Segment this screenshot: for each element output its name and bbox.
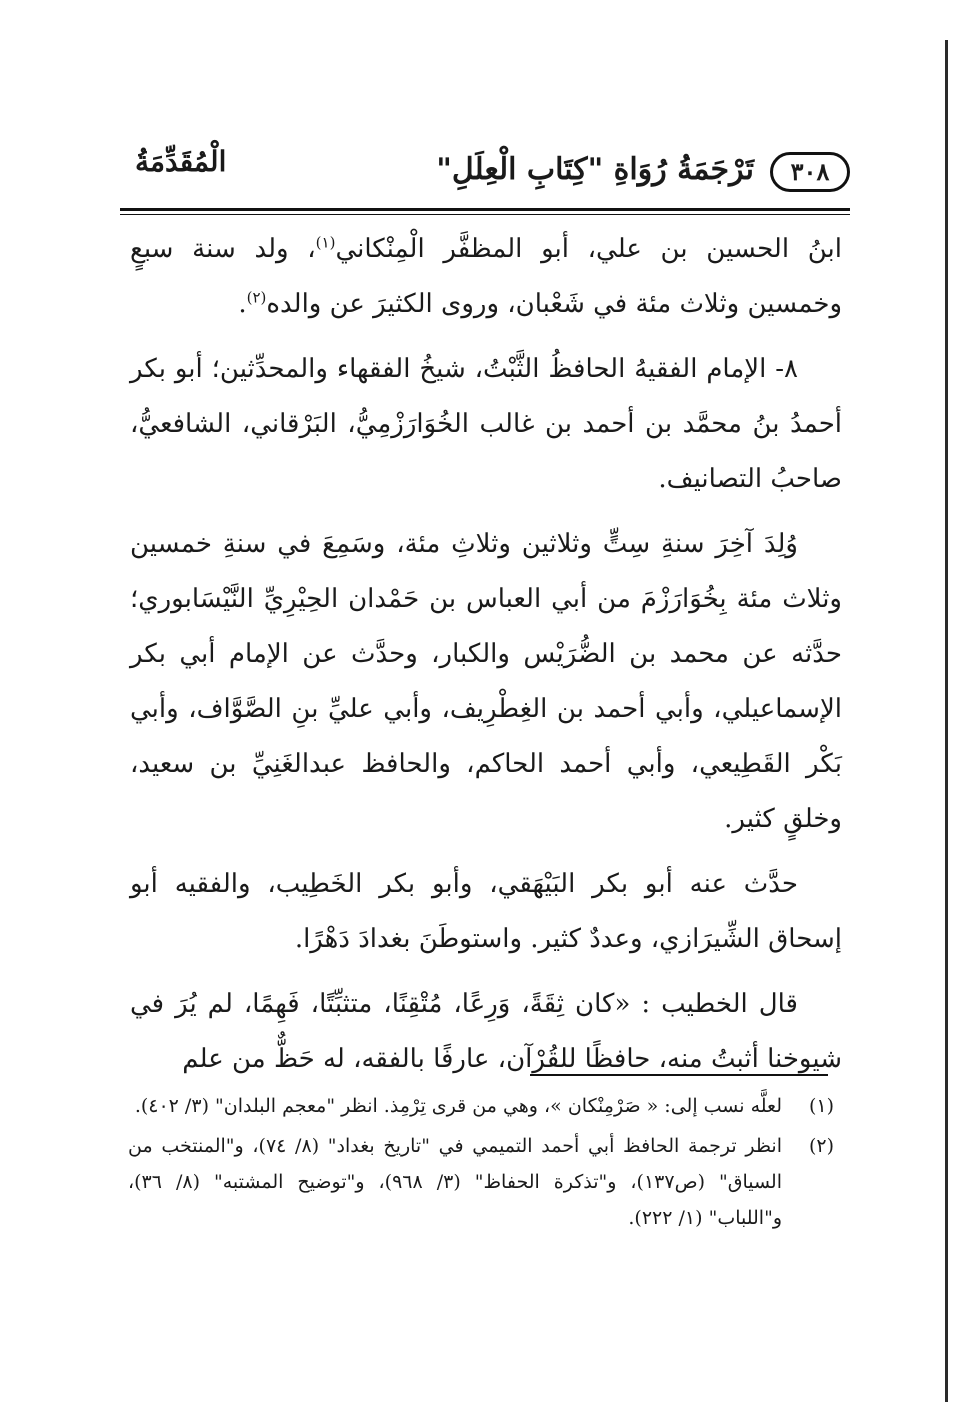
footnote-separator [530, 1074, 828, 1076]
header-rule-thick [120, 208, 850, 211]
footnote-1-number: (١) [808, 1095, 834, 1117]
paragraph-1-end: . [238, 289, 247, 319]
page-edge-line [945, 40, 948, 1402]
footnote-2-number: (٢) [808, 1135, 834, 1157]
footnote-ref-2[interactable]: (٢) [246, 288, 267, 307]
footnote-2 [128, 1128, 834, 1236]
paragraph-1-text-a: ابنُ الحسين بن علي، أبو المظفَّر الْمِنْكاني [335, 234, 842, 264]
footnote-2-text: انظر ترجمة الحافظ أبي أحمد التميمي في "تاريخ بغداد" (٨/ ٧٤)، و"المنتخب من السياق" (ص١٣٧)، و"تذكرة الحفاظ" (٣/ ٩٦٨)، و"توضيح المشتبه" (٨/ ٣٦)، و"اللباب" (١/ ٢٢٢). [128, 1135, 782, 1229]
paragraph-4: حدَّث عنه أبو بكر البَيْهَقي، وأبو بكر الخَطِيب، والفقيه أبو إسحاق الشِّيرَازي، وعددٌ كثير. واستوطَنَ بغدادَ دَهْرًا. [130, 869, 842, 954]
paragraph-5: قال الخطيب : «كان ثِقَةً، وَرِعًا، مُتْقِنًا، متثبِّتًا، فَهِمًا، لم يُرَ في شيوخنا أثبتُ منه، حافظًا للقُرْآن، عارفًا بالفقه، له حَظٌّ من علم [130, 989, 842, 1074]
footnote-ref-1[interactable]: (١) [315, 233, 336, 252]
page-header [115, 145, 850, 198]
page-number: ٣٠٨ [770, 152, 850, 192]
footnotes [128, 1088, 834, 1240]
paragraph-2: ٨- الإمام الفقيهُ الحافظُ الثَّبْتُ، شيخُ الفقهاء والمحدِّثين؛ أبو بكر أحمدُ بنُ محمَّد بن أحمد بن غالب الخُوَارَزْمِيُّ، البَرْقاني، الشافعيُّ، صاحبُ التصانيف. [130, 354, 842, 494]
main-text [130, 222, 842, 1097]
section-title: الْمُقَدِّمَةُ [135, 145, 227, 178]
header-rule-thin [120, 214, 850, 215]
paragraph-3: وُلِدَ آخِرَ سنةِ سِتٍّ وثلاثين وثلاثِ مئة، وسَمِعَ في سنةِ خمسين وثلاث مئة بِخُوَارَزْمَ من أبي العباس بن حَمْدان الحِيْرِيِّ النَّيْسَابوري؛ حدَّثه عن محمد بن الضُّرَيْس والكبار، وحدَّث عن الإمام أبي بكر الإسماعيلي، وأبي أحمد بن الغِطْرِيف، وأبي عليِّ بنِ الصَّوَّاف، وأبي بَكْر القَطِيعي، وأبي أحمد الحاكم، والحافظ عبدالغَنِيِّ بن سعيد، وخلقٍ كثير. [130, 529, 842, 834]
footnote-1 [128, 1088, 834, 1124]
paragraph-1-text-b: ، ولد سنة سبعٍ وخمسين وثلاث مئة في شَعْبان، وروى الكثيرَ عن والده [130, 234, 842, 319]
running-title: تَرْجَمَةُ رُوَاةِ "كِتَابِ الْعِلَلِ" [436, 152, 754, 187]
footnote-1-text: لعلَّه نسب إلى: « صَرْمِنْكان »، وهي من قرى تِرْمِذ. انظر "معجم البلدان" (٣/ ٤٠٢). [134, 1095, 782, 1117]
paragraph-1 [130, 222, 842, 332]
